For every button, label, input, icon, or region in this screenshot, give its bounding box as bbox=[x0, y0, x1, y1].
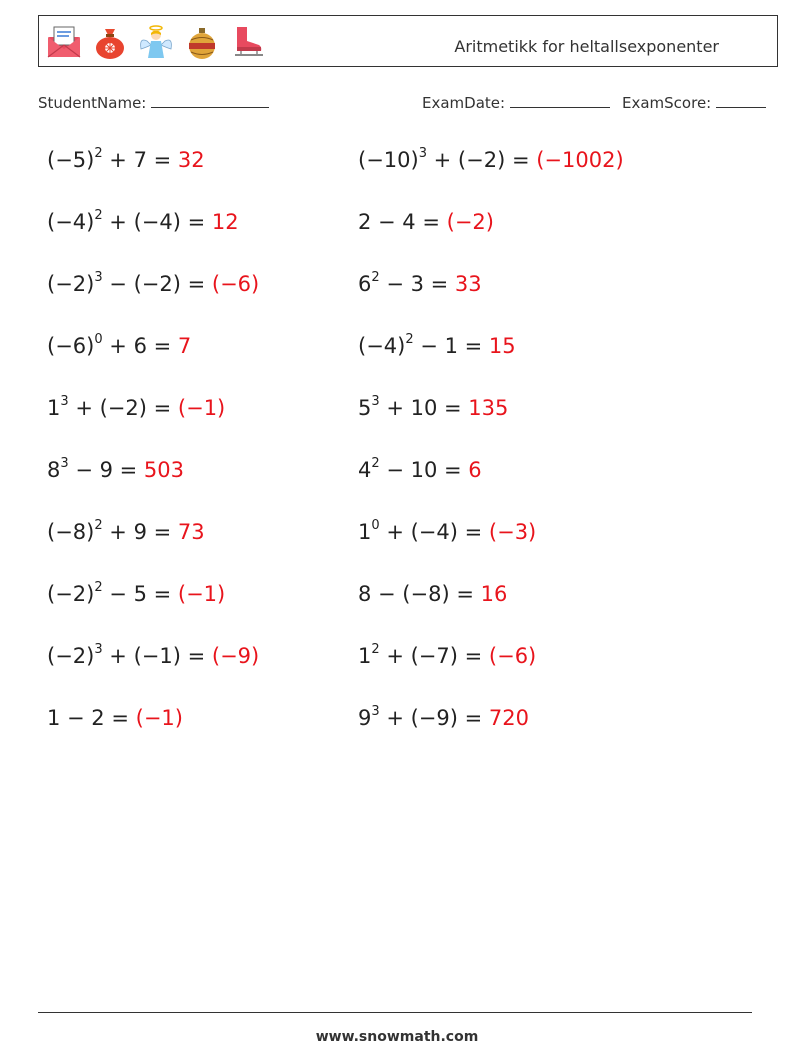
problem-answer: 12 bbox=[211, 210, 239, 234]
problem-exponent: 3 bbox=[60, 456, 69, 471]
problem-exponent: 2 bbox=[371, 270, 380, 285]
angel-icon bbox=[137, 23, 175, 61]
header-icons bbox=[45, 23, 267, 61]
envelope-letter-icon bbox=[45, 23, 83, 61]
problem-operation: + (−2) = bbox=[426, 148, 537, 172]
problem-exponent: 2 bbox=[94, 518, 103, 533]
problem-operation: − 10 = bbox=[379, 458, 469, 482]
problem-exponent: 3 bbox=[94, 642, 103, 657]
problem-exponent: 3 bbox=[371, 394, 380, 409]
christmas-sack-icon bbox=[91, 23, 129, 61]
problem-item bbox=[47, 582, 225, 606]
problem-base: (−2) bbox=[47, 644, 95, 668]
problem-answer: 73 bbox=[177, 520, 205, 544]
problem-item bbox=[47, 644, 259, 668]
problem-answer: (−1) bbox=[177, 396, 226, 420]
problem-operation: − (−2) = bbox=[102, 272, 212, 296]
problem-base: (−8) bbox=[47, 520, 95, 544]
problem-exponent: 2 bbox=[94, 580, 103, 595]
problem-exponent: 2 bbox=[371, 456, 380, 471]
worksheet-header bbox=[38, 15, 778, 67]
problem-answer: 16 bbox=[480, 582, 508, 606]
problem-base: 1 − 2 = bbox=[47, 706, 136, 730]
problem-answer: 33 bbox=[454, 272, 482, 296]
ornament-ball-icon bbox=[183, 23, 221, 61]
problem-item bbox=[358, 272, 482, 296]
problem-base: 8 − (−8) = bbox=[358, 582, 481, 606]
problem-operation: + 9 = bbox=[102, 520, 178, 544]
problem-item bbox=[47, 706, 183, 730]
problem-item bbox=[358, 706, 529, 730]
problem-answer: (−1) bbox=[135, 706, 183, 730]
worksheet-title: Aritmetikk for heltallsexponenter bbox=[454, 37, 719, 56]
problem-operation: + 7 = bbox=[102, 148, 178, 172]
ice-skate-icon bbox=[229, 23, 267, 61]
problem-exponent: 3 bbox=[371, 704, 380, 719]
problem-item bbox=[358, 520, 536, 544]
problem-answer: (−2) bbox=[446, 210, 494, 234]
problem-exponent: 2 bbox=[405, 332, 414, 347]
problem-item bbox=[358, 458, 482, 482]
student-name-label: StudentName: bbox=[38, 94, 147, 112]
problem-exponent: 3 bbox=[418, 146, 427, 161]
problem-item bbox=[358, 644, 536, 668]
problem-item bbox=[47, 396, 225, 420]
exam-score-field bbox=[622, 93, 766, 112]
problem-exponent: 0 bbox=[94, 332, 103, 347]
problem-base: 4 bbox=[358, 458, 372, 482]
problem-item bbox=[47, 272, 259, 296]
problem-base: 8 bbox=[47, 458, 61, 482]
problem-answer: 135 bbox=[468, 396, 509, 420]
problem-base: 1 bbox=[358, 644, 372, 668]
footer-divider bbox=[38, 1012, 752, 1013]
student-name-field bbox=[38, 93, 269, 112]
problem-item bbox=[358, 210, 494, 234]
problem-operation: + (−9) = bbox=[379, 706, 489, 730]
problem-item bbox=[47, 148, 205, 172]
problem-answer: (−1) bbox=[177, 582, 226, 606]
problem-exponent: 0 bbox=[371, 518, 380, 533]
problem-operation: − 5 = bbox=[102, 582, 178, 606]
problem-operation: + (−7) = bbox=[379, 644, 489, 668]
problem-answer: (−9) bbox=[211, 644, 260, 668]
problem-item bbox=[358, 396, 508, 420]
problem-base: (−6) bbox=[47, 334, 95, 358]
problem-answer: 6 bbox=[468, 458, 482, 482]
problem-base: (−4) bbox=[358, 334, 406, 358]
problem-answer: 7 bbox=[177, 334, 192, 358]
exam-date-label: ExamDate: bbox=[422, 94, 506, 112]
exam-date-field bbox=[422, 93, 610, 112]
problem-operation: − 1 = bbox=[413, 334, 489, 358]
problem-answer: 503 bbox=[143, 458, 185, 482]
problem-base: (−4) bbox=[47, 210, 95, 234]
problem-exponent: 3 bbox=[94, 270, 103, 285]
problem-exponent: 2 bbox=[371, 642, 380, 657]
problem-base: (−5) bbox=[47, 148, 95, 172]
problem-answer: (−1002) bbox=[536, 148, 624, 172]
exam-date-blank[interactable] bbox=[510, 93, 610, 108]
problem-base: 6 bbox=[358, 272, 372, 296]
problem-answer: (−6) bbox=[488, 644, 537, 668]
problem-exponent: 3 bbox=[60, 394, 69, 409]
problem-answer: 32 bbox=[177, 148, 205, 172]
problem-base: (−2) bbox=[47, 582, 95, 606]
problem-operation: − 9 = bbox=[68, 458, 144, 482]
problem-base: 2 − 4 = bbox=[358, 210, 447, 234]
problem-operation: + (−1) = bbox=[102, 644, 212, 668]
problem-exponent: 2 bbox=[94, 208, 103, 223]
problem-operation: + 10 = bbox=[379, 396, 469, 420]
problem-item bbox=[47, 520, 205, 544]
problem-base: 9 bbox=[358, 706, 372, 730]
problem-item bbox=[47, 458, 184, 482]
problem-exponent: 2 bbox=[94, 146, 103, 161]
problem-base: 1 bbox=[47, 396, 61, 420]
exam-score-label: ExamScore: bbox=[622, 94, 712, 112]
problem-base: 1 bbox=[358, 520, 372, 544]
problem-base: 5 bbox=[358, 396, 372, 420]
problem-operation: + (−4) = bbox=[379, 520, 489, 544]
problem-item bbox=[358, 582, 507, 606]
problem-operation: + (−4) = bbox=[102, 210, 212, 234]
footer-url: www.snowmath.com bbox=[315, 1029, 479, 1045]
problem-operation: + (−2) = bbox=[68, 396, 178, 420]
problem-item bbox=[47, 334, 191, 358]
problem-answer: 720 bbox=[488, 706, 529, 730]
problem-base: (−10) bbox=[358, 148, 419, 172]
student-name-blank[interactable] bbox=[151, 93, 269, 108]
exam-score-blank[interactable] bbox=[716, 93, 766, 108]
problem-base: (−2) bbox=[47, 272, 95, 296]
problem-answer: (−6) bbox=[211, 272, 260, 296]
problem-item bbox=[47, 210, 239, 234]
problem-item bbox=[358, 334, 516, 358]
problem-operation: + 6 = bbox=[102, 334, 178, 358]
problem-answer: (−3) bbox=[488, 520, 537, 544]
problem-answer: 15 bbox=[488, 334, 516, 358]
problem-operation: − 3 = bbox=[379, 272, 455, 296]
problem-item bbox=[358, 148, 624, 172]
